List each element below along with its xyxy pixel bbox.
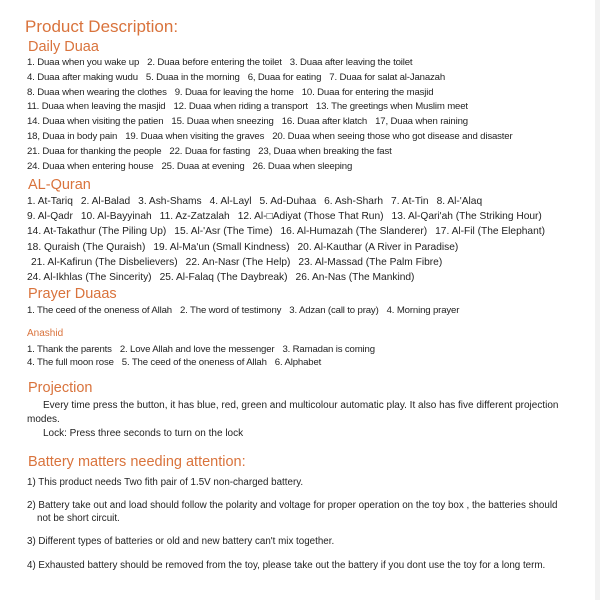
- list-item: 8. Al-'Alaq: [436, 196, 483, 207]
- list-item: 13. Al-Qari'ah (The Striking Hour): [391, 211, 542, 223]
- list-item: 12. Duaa when riding a transport: [173, 101, 308, 113]
- list-item: 1. Duaa when you wake up: [27, 57, 140, 68]
- list-item: 7. At-Tin: [391, 196, 429, 207]
- list-row: [27, 146, 400, 158]
- al-quran-heading: AL-Quran: [28, 177, 91, 193]
- list-item: 1. The ceed of the oneness of Allah: [27, 305, 172, 316]
- list-row: [27, 87, 441, 99]
- list-item: 20. Duaa when seeing those who got disease and disaster: [272, 131, 513, 142]
- list-row: [27, 116, 476, 128]
- list-item: 6. Ash-Sharh: [324, 196, 384, 207]
- list-item: 20. Al-Kauthar (A River in Paradise): [297, 241, 459, 253]
- list-row: [27, 131, 521, 143]
- list-item: 1. At-Tariq: [27, 196, 73, 207]
- battery-item: 3) Different types of batteries or old and new battery can't mix together.: [27, 536, 335, 547]
- projection-lock-text: Lock: Press three seconds to turn on the lock: [43, 428, 244, 439]
- list-item: 4. Al-Layl: [209, 196, 252, 207]
- list-item: 25. Duaa at evening: [161, 160, 245, 172]
- list-row: [27, 272, 422, 284]
- list-item: 19. Duaa when visiting the graves: [125, 131, 265, 142]
- list-item: 2. Al-Balad: [80, 196, 131, 207]
- battery-item: 1) This product needs Two fith pair of 1.5V non-charged battery.: [27, 477, 304, 488]
- list-item: 18. Quraish (The Quraish): [27, 241, 146, 253]
- list-item: 21. Duaa for thanking the people: [27, 145, 162, 157]
- list-item: 23, Duaa when breaking the fast: [258, 145, 392, 157]
- list-row: [27, 242, 466, 254]
- list-row: [27, 72, 453, 84]
- list-item: 23. Al-Massad (The Palm Fibre): [298, 256, 443, 268]
- list-item: 15. Al-'Asr (The Time): [174, 226, 273, 238]
- list-row: [27, 196, 490, 208]
- list-item: 13. The greetings when Muslim meet: [315, 101, 468, 113]
- projection-heading: Projection: [28, 380, 93, 396]
- list-item: 16. Al-Humazah (The Slanderer): [280, 226, 428, 238]
- projection-description: [27, 399, 587, 441]
- projection-text: Every time press the button, it has blue, red, green and multicolour automatic play. It also has five different projection modes.: [27, 400, 559, 425]
- list-item: 15. Duaa when sneezing: [171, 116, 274, 128]
- list-row: [27, 344, 383, 356]
- list-item: 26. Duaa when sleeping: [252, 160, 353, 172]
- list-item: 17. Al-Fil (The Elephant): [435, 226, 545, 238]
- list-item: 12. Al-□Adiyat (Those That Run): [237, 211, 384, 223]
- list-item: 6, Duaa for eating: [247, 71, 322, 83]
- list-row: [27, 211, 550, 223]
- list-item: 8. Duaa when wearing the clothes: [27, 86, 167, 98]
- list-item: 1. Thank the parents: [27, 344, 112, 355]
- prayer-duaas-heading: Prayer Duaas: [28, 286, 117, 302]
- list-item: 6. Alphabet: [274, 357, 322, 368]
- anashid-heading: Anashid: [27, 328, 64, 339]
- list-item: 24. Duaa when entering house: [27, 160, 154, 172]
- list-item: 26. An-Nas (The Mankind): [295, 272, 415, 283]
- battery-item: 4) Exhausted battery should be removed from the toy, please take out the battery if you dont use the toy for a long term.: [27, 560, 546, 571]
- list-item: 25. Al-Falaq (The Daybreak): [159, 272, 288, 283]
- page-edge: [595, 0, 600, 600]
- list-item: 17, Duaa when raining: [375, 116, 468, 128]
- daily-duaa-heading: Daily Duaa: [28, 39, 99, 55]
- list-item: 3. Duaa after leaving the toilet: [289, 57, 413, 68]
- list-row: [27, 161, 360, 173]
- list-item: 14. At-Takathur (The Piling Up): [27, 226, 167, 238]
- page-title: Product Description:: [25, 17, 179, 36]
- list-item: 2. The word of testimony: [180, 305, 282, 316]
- list-item: 5. Duaa in the morning: [145, 71, 240, 83]
- list-item: 2. Duaa before entering the toilet: [147, 57, 282, 68]
- list-row: [27, 57, 420, 69]
- list-item: 22. Duaa for fasting: [169, 145, 251, 157]
- list-item: 19. Al-Ma'un (Small Kindness): [153, 241, 290, 253]
- list-item: 5. The ceed of the oneness of Allah: [121, 357, 267, 368]
- list-item: 10. Duaa for entering the masjid: [301, 86, 434, 98]
- list-row: [27, 357, 329, 369]
- list-item: 10. Al-Bayyinah: [80, 211, 152, 223]
- list-item: 18, Duaa in body pain: [27, 131, 118, 142]
- list-item: 24. Al-Ikhlas (The Sincerity): [27, 272, 152, 283]
- battery-heading: Battery matters needing attention:: [28, 454, 246, 470]
- list-item: 14. Duaa when visiting the patien: [27, 116, 164, 128]
- list-row: [27, 305, 467, 317]
- list-item: 4. Duaa after making wudu: [27, 71, 138, 83]
- list-item: 2. Love Allah and love the messenger: [119, 344, 275, 355]
- list-item: 5. Ad-Duhaa: [259, 196, 317, 207]
- list-item: 3. Ramadan is coming: [282, 344, 375, 355]
- list-item: 4. The full moon rose: [27, 357, 114, 368]
- list-item: 16. Duaa after klatch: [281, 116, 368, 128]
- list-row: [31, 257, 450, 269]
- list-row: [27, 101, 476, 113]
- list-item: 9. Al-Qadr: [27, 211, 73, 223]
- list-item: 22. An-Nasr (The Help): [185, 256, 291, 268]
- list-item: 21. Al-Kafirun (The Disbelievers): [31, 256, 178, 268]
- list-item: 3. Ash-Shams: [138, 196, 202, 207]
- list-item: 4. Morning prayer: [386, 305, 460, 316]
- battery-item: 2) Battery take out and load should follow the polarity and voltage for proper operation on the toy box , the batteries should not be short circuit.: [27, 500, 558, 524]
- list-item: 11. Az-Zatzalah: [159, 211, 230, 223]
- list-item: 3. Adzan (call to pray): [289, 305, 379, 316]
- list-item: 9. Duaa for leaving the home: [174, 86, 294, 98]
- list-item: 7. Duaa for salat al-Janazah: [329, 71, 446, 83]
- list-row: [27, 226, 553, 238]
- list-item: 11. Duaa when leaving the masjid: [27, 101, 166, 113]
